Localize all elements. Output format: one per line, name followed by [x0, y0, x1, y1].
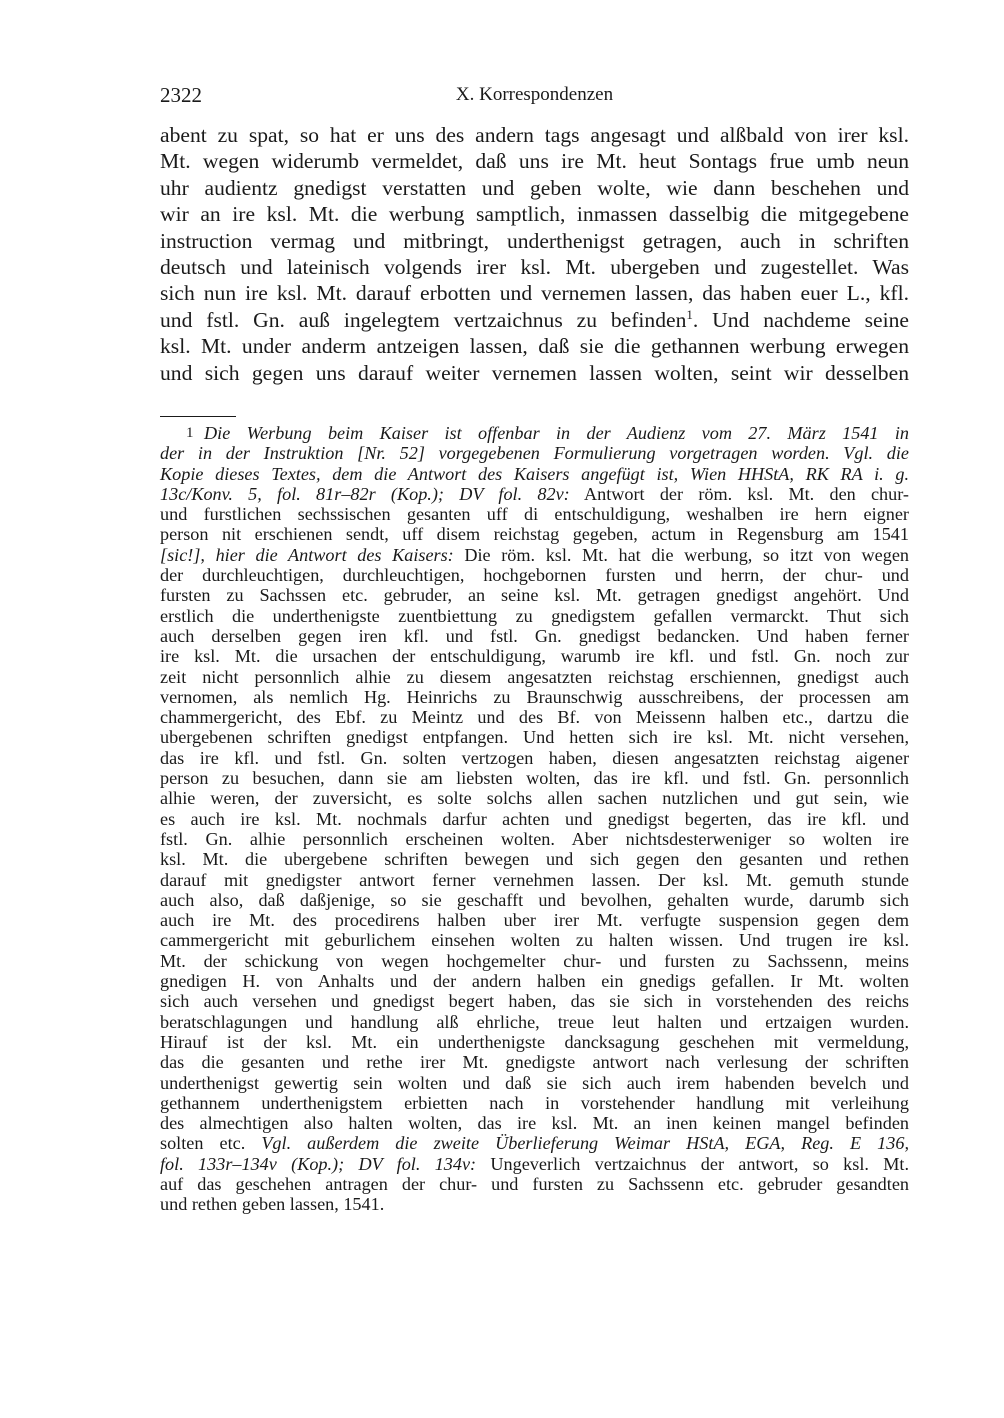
source-text: Die röm. ksl. Mt. hat die werbung, so itzt von wegen — [453, 544, 909, 565]
footnote-line: das ire kfl. und fstl. Gn. solten vertzogen haben, diesen angesatzten reichstag aigener — [160, 747, 909, 768]
text-line: Mt. wegen widerumb vermeldet, daß uns ire Mt. heut Sontags frue umb neun — [160, 149, 909, 174]
footnote-line: fursten zu Sachssen etc. gebruder, an seine ksl. Mt. getragen gnedigst angehört. Und — [160, 585, 909, 606]
footnote-line: Kopie dieses Textes, dem die Antwort des Kaisers angefügt ist, Wien HHStA, RK RA i. g. — [160, 463, 909, 484]
footnote-marker: 1 — [186, 425, 194, 441]
footnote-separator — [160, 416, 236, 417]
main-text — [160, 122, 909, 386]
editorial-note: Vgl. außerdem die zweite Überlieferung Weimar HStA, EGA, Reg. E 136, — [261, 1133, 909, 1154]
footnote-line: und rethen geben lassen, 1541. — [160, 1194, 385, 1215]
footnote-line — [160, 545, 909, 565]
page-number: 2322 — [160, 83, 202, 107]
running-title: X. Korrespondenzen — [455, 84, 614, 105]
editorial-note: 13c/Konv. 5, fol. 81r–82r (Kop.); DV fol. 82v: — [160, 483, 570, 504]
footnote-reference: 1 — [686, 306, 693, 322]
footnote-line: fstl. Gn. alhie personnlich erscheinen wolten. Aber nichtsdesterweniger so wolten ire — [160, 828, 909, 849]
footnote-line: auch derselben gegen iren kfl. und fstl. Gn. gnedigst bedancken. Und haben ferner — [160, 625, 909, 646]
footnote-line: darauf mit gnedigster antwort ferner vernehmen lassen. Der ksl. Mt. gemuth stunde — [160, 869, 909, 890]
source-text: solten etc. — [160, 1133, 262, 1154]
footnote — [160, 423, 909, 1215]
footnote-line: erstlich die underthenigste zuentbiettung zu gnedigstem gefallen vermarckt. Thut sich — [160, 605, 909, 626]
footnote-line: ubergebenen schriften gnedigst entpfangen. Und hetten sich ire ksl. Mt. nicht versehen, — [160, 727, 909, 748]
text-line: und sich gegen uns darauf weiter vernemen lassen wolten, seint wir desselben — [160, 360, 909, 385]
footnote-line: ksl. Mt. die ubergebene schriften bewegen und sich gegen den gesanten und rethen — [160, 849, 909, 870]
footnote-line: auch ire Mt. des procedirens halben uber irer Mt. verfugte suspension gegen dem — [160, 910, 909, 931]
footnote-line: person nit erschienen sendt, uff disem reichstag gegeben, actum in Regensburg am 1541 — [160, 524, 909, 545]
footnote-line: cammergericht mit geburlichem einsehen wolten zu halten wissen. Und trugen ire ksl. — [160, 930, 909, 951]
footnote-line: alhie weren, der zuversicht, es solte solchs allen sachen nutzlichen und gut sein, wie — [160, 788, 909, 809]
text-segment: und fstl. Gn. auß ingelegtem vertzaichnus zu befinden — [160, 307, 687, 332]
footnote-line — [160, 1133, 909, 1153]
footnote-line: des almechtigen also halten wolten, das ire ksl. Mt. an inen keinen mangel befinden — [160, 1113, 909, 1134]
footnote-line: chammergericht, des Ebf. zu Meintz und des Bf. von Meissenn halben etc., dartzu die — [160, 707, 909, 728]
footnote-line: der durchleuchtigen, durchleuchtigen, hochgebornen fursten und herrn, der chur- und — [160, 565, 909, 586]
footnote-line — [160, 484, 909, 504]
footnote-line: person zu besuchen, dann sie am liebsten wolten, das ire kfl. und fstl. Gn. personnlich — [160, 768, 909, 789]
text-line: uhr audientz gnedigst verstatten und geben wolte, wie dann beschehen und — [160, 175, 909, 200]
text-line: abent zu spat, so hat er uns des andern tags angesagt und alßbald von irer ksl. — [160, 123, 909, 147]
editorial-note: fol. 133r–134v (Kop.); DV fol. 134v: — [160, 1153, 477, 1174]
footnote-line: gnedigen H. von Anhalts und der andern halben ein gnedigs gefallen. Ir Mt. wolten — [160, 971, 909, 992]
source-text: Ungeverlich vertzaichnus der antwort, so ksl. Mt. — [476, 1153, 909, 1174]
footnote-line: gethannem underthenigstem erbietten nach in vorstehender handlung mit verleihung — [160, 1092, 909, 1113]
footnote-line: auf das geschehen antragen der chur- und fursten zu Sachssenn etc. gebruder gesandten — [160, 1173, 909, 1194]
text-line-with-footnote-ref — [160, 307, 909, 333]
running-header — [160, 80, 909, 110]
text-line: deutsch und lateinisch volgends irer ksl. Mt. ubergeben und zugestellet. Was — [160, 255, 909, 280]
source-text: Antwort der röm. ksl. Mt. den chur- — [569, 483, 909, 504]
text-line: sich nun ire ksl. Mt. darauf erbotten und vernemen lassen, das haben euer L., kfl. — [160, 281, 909, 306]
text-line: instruction vermag und mitbringt, underthenigst getragen, auch in schriften — [160, 228, 909, 253]
footnote-line: beratschlagungen und handlung alß ehrliche, treue leut halten und ertzaigen wurden. — [160, 1011, 909, 1032]
footnote-line: und furstlichen sechssischen gesanten uff di entschuldigung, weshalben ire hern eigner — [160, 504, 909, 525]
footnote-line: auch also, daß daßjenige, so sie geschafft und bevolhen, gehalten wurde, darumb sich — [160, 889, 909, 910]
text-segment: . Und nachdeme seine — [692, 307, 909, 332]
footnote-line: ire ksl. Mt. die ursachen der entschuldigung, warumb ire kfl. und fstl. Gn. noch zur — [160, 646, 909, 667]
footnote-line: der in der Instruktion [Nr. 52] vorgegebenen Formulierung vorgetragen worden. Vgl. die — [160, 443, 909, 464]
editorial-note: Die Werbung beim Kaiser ist offenbar in der Audienz vom 27. März 1541 in — [204, 423, 909, 443]
text-line: wir an ire ksl. Mt. die werbung samptlich, inmassen dasselbig die mitgegebene — [160, 202, 909, 227]
footnote-line: vernomen, als nemlich Hg. Heinrichs zu Braunschwig ausschreibens, der processen am — [160, 686, 909, 707]
footnote-line: Hirauf ist der ksl. Mt. ein underthenigste dancksagung geschehen mit vermeldung, — [160, 1031, 909, 1052]
footnote-line — [160, 1154, 909, 1174]
footnote-line: zeit nicht personnlich alhie zu diesem angesatzten reichstag erschiennen, gnedigst auch — [160, 666, 909, 687]
footnote-line: Mt. der schickung von wegen hochgemelter chur- und fursten zu Sachssenn, meins — [160, 950, 909, 971]
footnote-line: sich auch versehen und gnedigst begert haben, das sie sich in vorstehenden des reichs — [160, 991, 909, 1012]
footnote-line: underthenigst gewertig sein wolten und daß sie sich auch irem habenden bevelch und — [160, 1072, 909, 1093]
text-line: ksl. Mt. under anderm antzeigen lassen, daß sie die gethannen werbung erwegen — [160, 334, 909, 359]
footnote-line — [160, 423, 909, 443]
editorial-note: [sic!], hier die Antwort des Kaisers: — [160, 544, 454, 565]
footnote-line: es auch ire ksl. Mt. nochmals darfur achten und gnedigst begerten, das ire kfl. und — [160, 808, 909, 829]
footnote-line: das die gesanten und rethe irer Mt. gnedigste antwort nach verlesung der schriften — [160, 1052, 909, 1073]
